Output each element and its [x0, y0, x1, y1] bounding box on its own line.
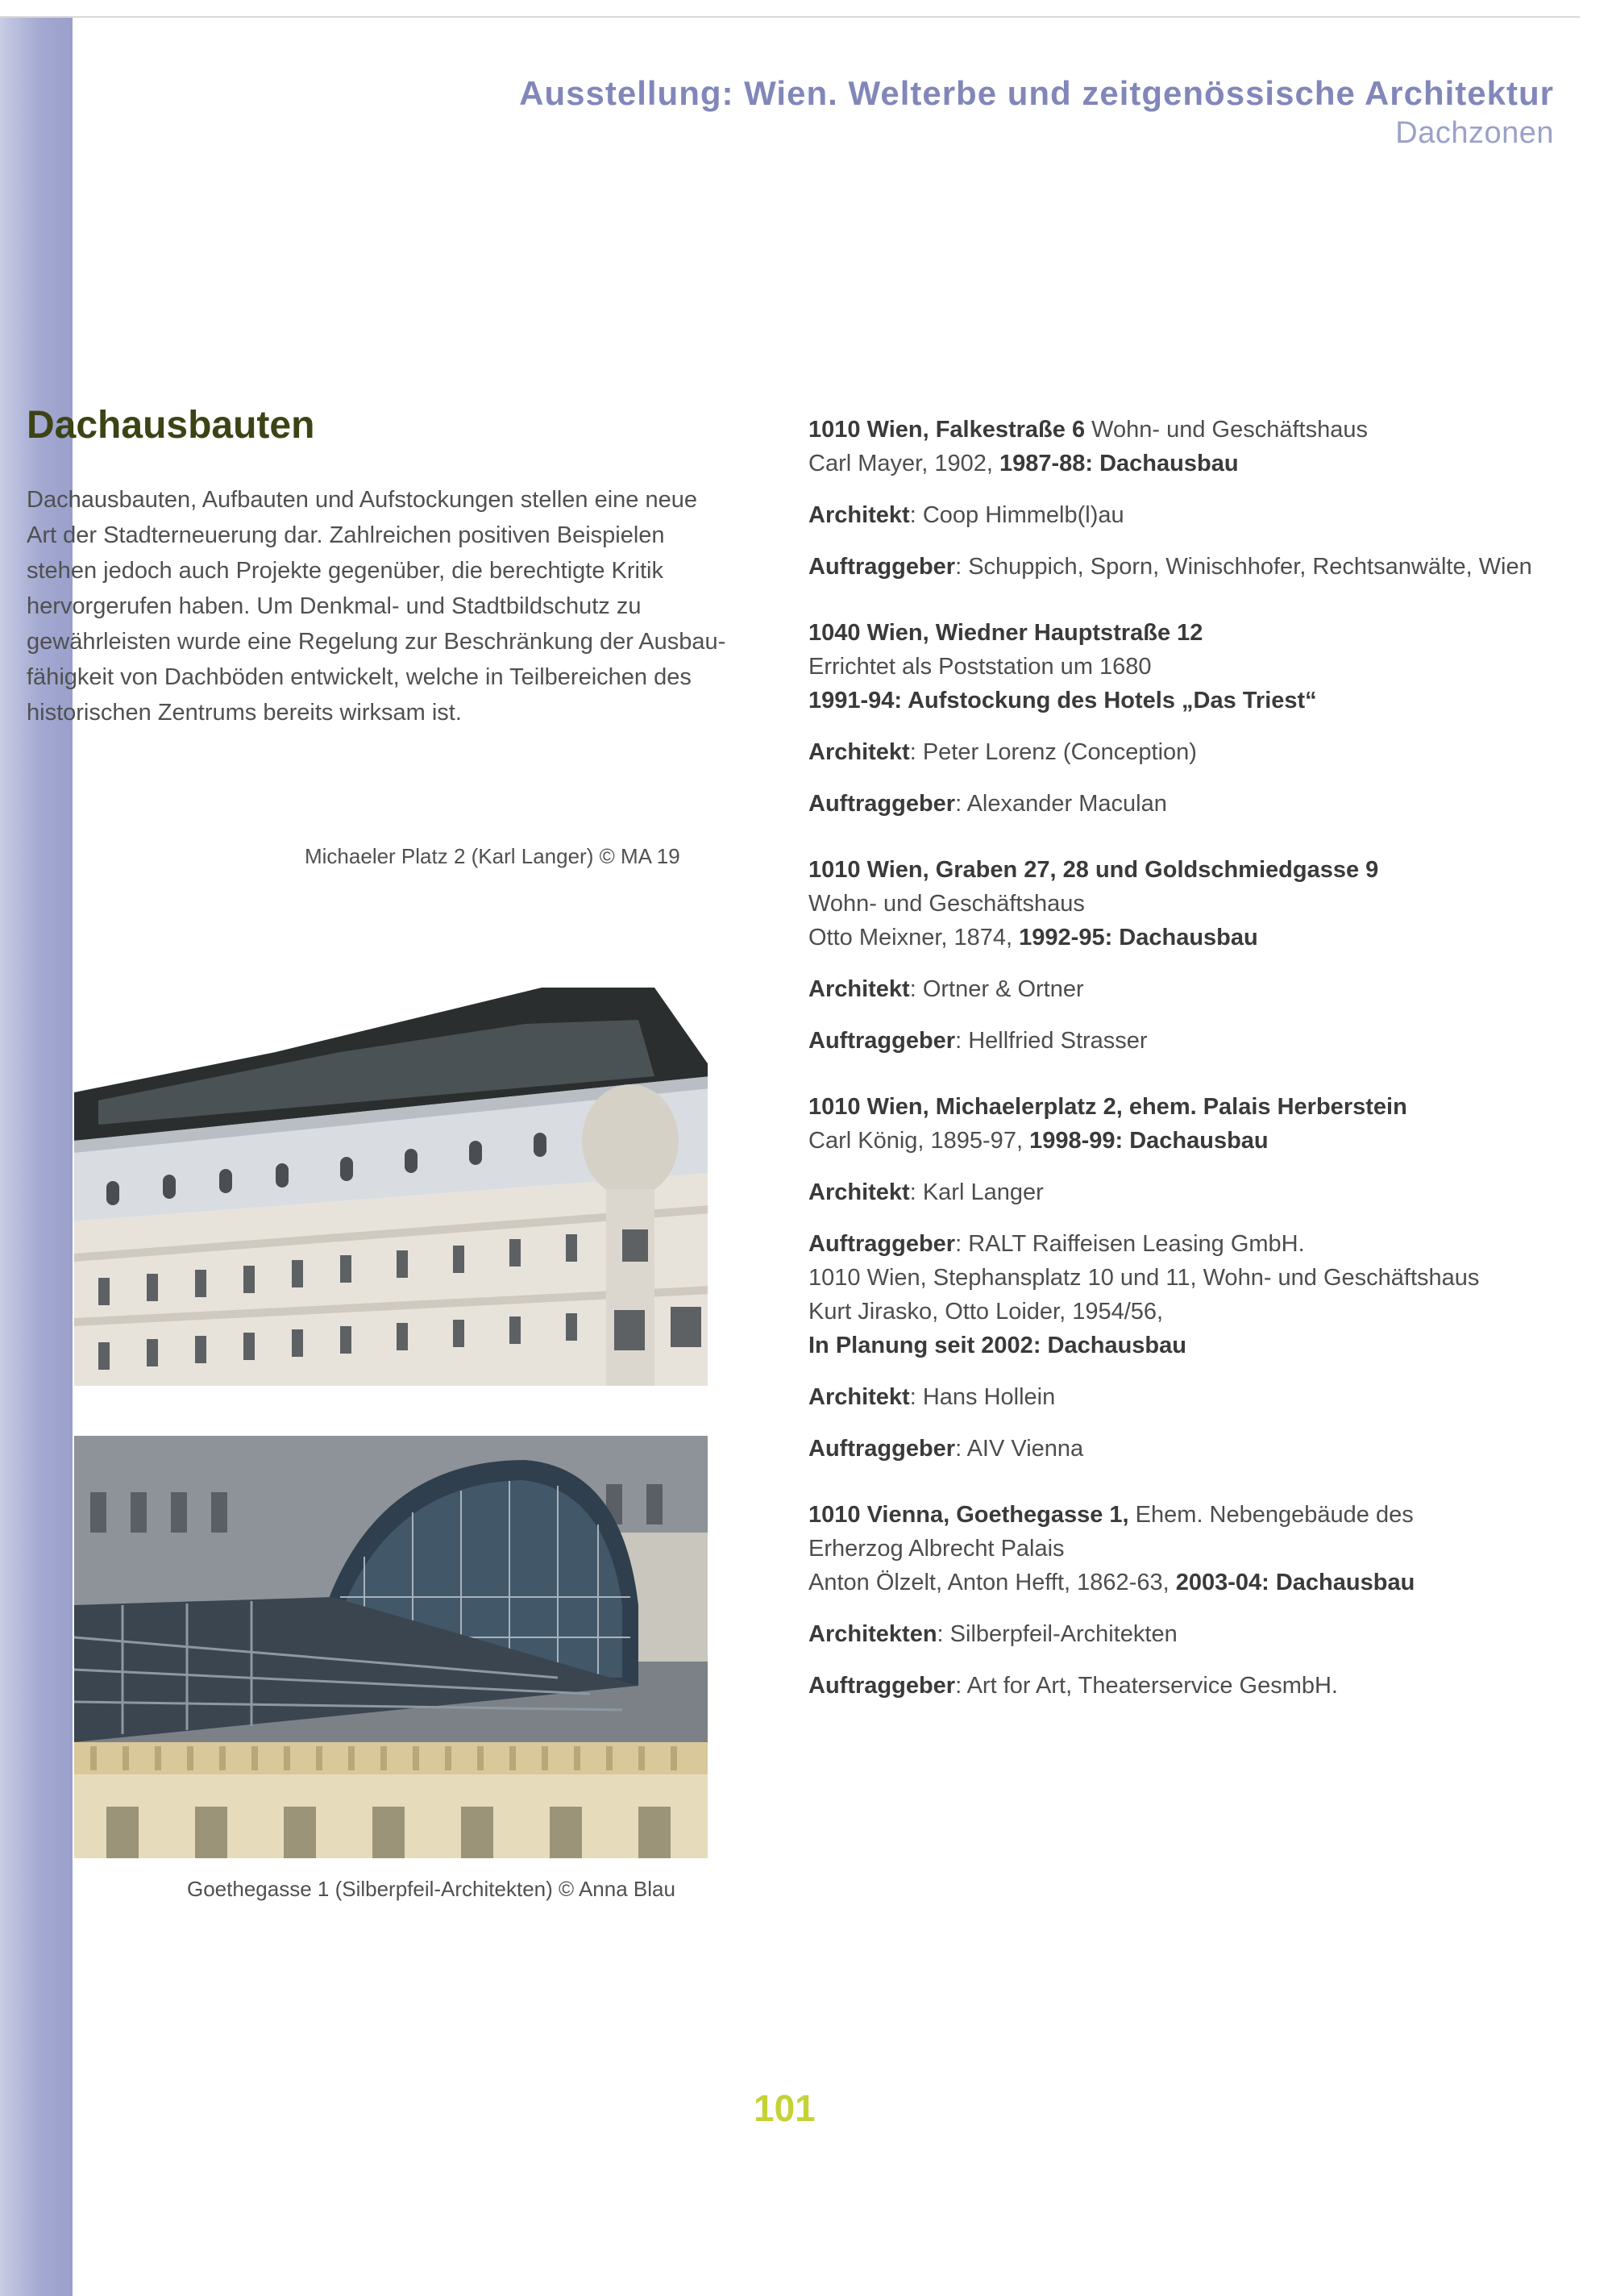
intro-line: gewährleisten wurde eine Regelung zur Beschränkung der Ausbau- — [27, 629, 726, 655]
project-built-stephansplatz: Kurt Jirasko, Otto Loider, 1954/56, — [808, 1299, 1164, 1325]
intro-line: fähigkeit von Dachböden entwickelt, welche in Teilbereichen des — [27, 664, 692, 690]
intro-line: Art der Stadterneuerung dar. Zahlreichen positiven Beispielen — [27, 522, 665, 548]
architect-value: : Ortner & Ortner — [909, 976, 1084, 1002]
architect-label: Architekt — [808, 739, 910, 765]
header-subtitle: Dachzonen — [1395, 116, 1554, 150]
photo-caption-michaelerplatz: Michaeler Platz 2 (Karl Langer) © MA 19 — [305, 844, 680, 868]
project-list — [808, 413, 1582, 1735]
project-work-stephansplatz: In Planung seit 2002: Dachausbau — [808, 1333, 1186, 1358]
architect-value: : Peter Lorenz (Conception) — [909, 739, 1197, 765]
header-title: Ausstellung: Wien. Welterbe und zeitgenössische Architektur — [519, 74, 1554, 112]
photo-caption-goethegasse: Goethegasse 1 (Silberpfeil-Architekten) © Anna Blau — [187, 1877, 675, 1901]
client-label: Auftraggeber — [808, 1231, 956, 1257]
client-label: Auftraggeber — [808, 791, 956, 817]
side-color-band — [0, 18, 73, 2296]
architect-value: : Karl Langer — [909, 1179, 1044, 1205]
project-work: 1987-88: Dachausbau — [999, 451, 1239, 476]
intro-line: hervorgerufen haben. Um Denkmal- und Stadtbildschutz zu — [27, 593, 642, 619]
architect-label: Architekten — [808, 1621, 937, 1647]
project-type: Wohn- und Geschäftshaus — [808, 891, 1085, 917]
project-entry-goethegasse — [808, 1498, 1582, 1703]
architect-label: Architekt — [808, 1179, 910, 1205]
project-address: 1010 Vienna, Goethegasse 1, — [808, 1502, 1129, 1528]
client-label: Auftraggeber — [808, 1436, 956, 1462]
project-built: Carl König, 1895-97, — [808, 1128, 1030, 1154]
intro-line: stehen jedoch auch Projekte gegenüber, die berechtigte Kritik — [27, 558, 663, 584]
architect-label: Architekt — [808, 1384, 910, 1410]
client-label: Auftraggeber — [808, 1673, 956, 1699]
client-label: Auftraggeber — [808, 1028, 956, 1054]
client-value: : Hellfried Strasser — [955, 1028, 1148, 1054]
project-work: 1992-95: Dachausbau — [1019, 925, 1258, 950]
client-value: : AIV Vienna — [955, 1436, 1084, 1462]
project-type-line2: Erherzog Albrecht Palais — [808, 1536, 1065, 1562]
project-built: Carl Mayer, 1902, — [808, 451, 999, 476]
project-entry-michaelerplatz — [808, 1090, 1582, 1466]
photo-goethegasse — [74, 1436, 708, 1858]
intro-line: historischen Zentrums bereits wirksam ist. — [27, 700, 462, 726]
architect-value: : Hans Hollein — [909, 1384, 1056, 1410]
project-address-stephansplatz: 1010 Wien, Stephansplatz 10 und 11, Wohn- und Geschäftshaus — [808, 1265, 1480, 1291]
architect-label: Architekt — [808, 976, 910, 1002]
project-address: 1040 Wien, Wiedner Hauptstraße 12 — [808, 620, 1203, 646]
architect-value: : Silberpfeil-Architekten — [937, 1621, 1178, 1647]
client-value: : RALT Raiffeisen Leasing GmbH. — [955, 1231, 1305, 1257]
top-rule — [0, 16, 1580, 18]
client-label: Auftraggeber — [808, 554, 956, 580]
project-entry-wiedner-hauptstrasse — [808, 616, 1582, 821]
photo-michaelerplatz — [74, 988, 708, 1386]
intro-paragraph — [27, 482, 784, 730]
project-work: 1991-94: Aufstockung des Hotels „Das Triest“ — [808, 688, 1317, 713]
project-built: Errichtet als Poststation um 1680 — [808, 654, 1152, 680]
project-work: 1998-99: Dachausbau — [1029, 1128, 1269, 1154]
project-address: 1010 Wien, Graben 27, 28 und Goldschmiedgasse 9 — [808, 857, 1379, 883]
project-address: 1010 Wien, Michaelerplatz 2, ehem. Palais Herberstein — [808, 1094, 1407, 1120]
project-work: 2003-04: Dachausbau — [1175, 1570, 1415, 1595]
client-value: : Alexander Maculan — [955, 791, 1167, 817]
project-type: Wohn- und Geschäftshaus — [1085, 417, 1368, 443]
project-entry-graben — [808, 853, 1582, 1058]
architect-label: Architekt — [808, 502, 910, 528]
intro-line: Dachausbauten, Aufbauten und Aufstockungen stellen eine neue — [27, 487, 697, 513]
page-number: 101 — [754, 2087, 816, 2129]
project-type: Ehem. Nebengebäude des — [1128, 1502, 1414, 1528]
client-value: : Schuppich, Sporn, Winischhofer, Rechtsanwälte, Wien — [955, 554, 1532, 580]
project-built: Otto Meixner, 1874, — [808, 925, 1020, 950]
architect-value: : Coop Himmelb(l)au — [909, 502, 1124, 528]
project-built: Anton Ölzelt, Anton Hefft, 1862-63, — [808, 1570, 1176, 1595]
section-title: Dachausbauten — [27, 404, 315, 447]
page-header — [519, 74, 1554, 151]
client-value: : Art for Art, Theaterservice GesmbH. — [955, 1673, 1338, 1699]
project-entry-falkestrasse — [808, 413, 1582, 584]
project-address: 1010 Wien, Falkestraße 6 — [808, 417, 1086, 443]
